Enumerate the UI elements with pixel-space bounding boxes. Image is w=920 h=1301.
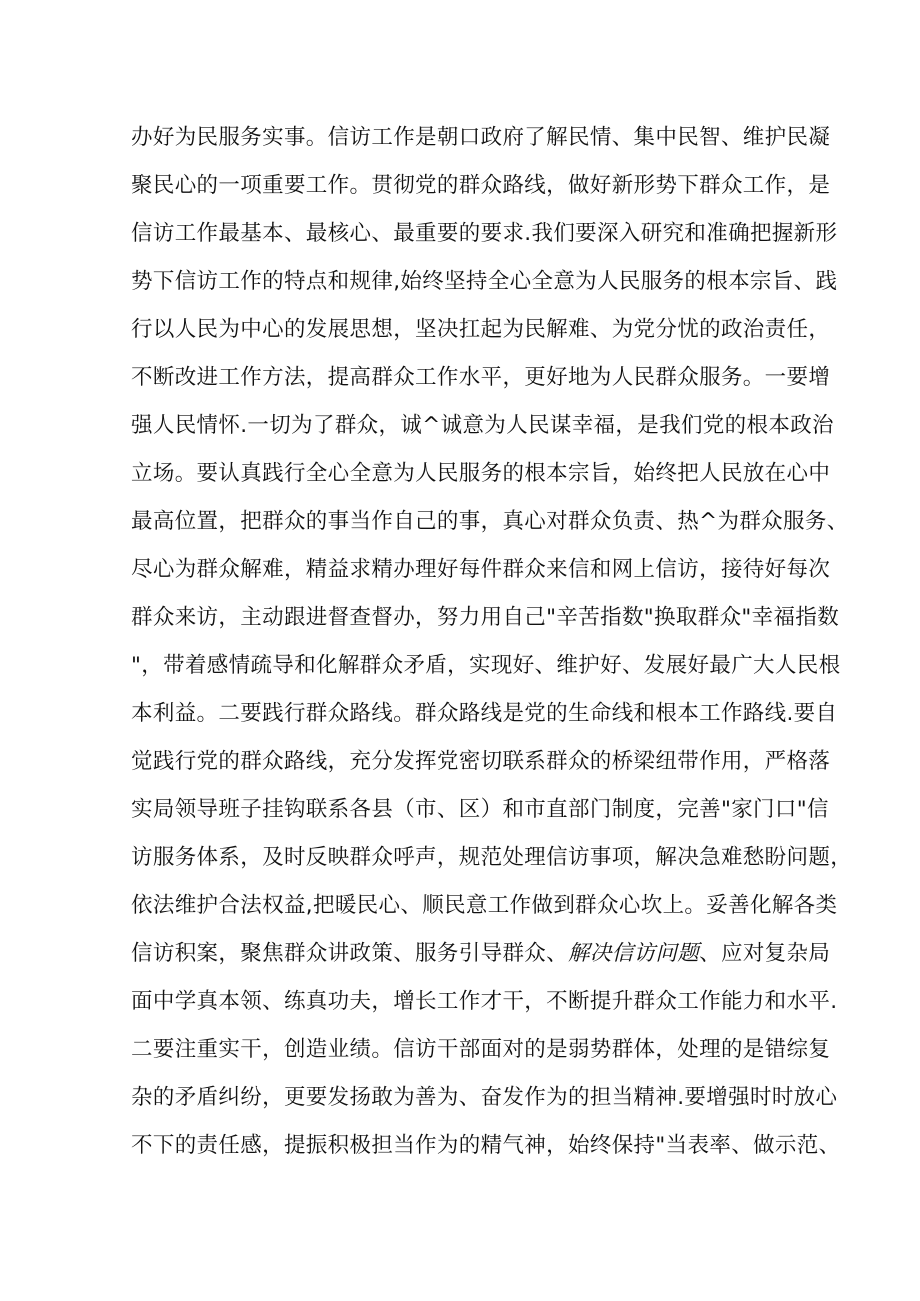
document-body [131, 114, 853, 1170]
text-line: "，带着感情疏导和化解群众矛盾，实现好、维护好、发展好最广大人民根 [131, 653, 841, 678]
text-line: 二要注重实干，创造业绩。信访干部面对的是弱势群体，处理的是错综复 [131, 1037, 831, 1062]
text-line: 面中学真本领、练真功夫，增长工作才干，不断提升群众工作能力和水平. [131, 989, 838, 1014]
text-line: 立场。要认真践行全心全意为人民服务的根本宗旨，始终把人民放在心中 [131, 461, 831, 486]
text-line: 势下信访工作的特点和规律,始终坚持全心全意为人民服务的根本宗旨、践 [131, 269, 838, 294]
text-line: 杂的矛盾纠纷，更要发扬敢为善为、奋发作为的担当精神.要增强时时放心 [131, 1085, 838, 1110]
text-line: 强人民情怀.一切为了群众，诚^诚意为人民谋幸福，是我们党的根本政治 [131, 413, 834, 438]
text-line: 依法维护合法权益,把暖民心、顺民意工作做到群众心坎上。妥善化解各类 [131, 893, 838, 918]
text-line: 不断改进工作方法，提高群众工作水平，更好地为人民群众服务。一要增 [131, 365, 831, 390]
text-line: 觉践行党的群众路线，充分发挥党密切联系群众的桥梁纽带作用，严格落 [131, 749, 831, 774]
text-line: 群众来访，主动跟进督查督办，努力用自己"辛苦指数"换取群众"幸福指数 [131, 605, 840, 630]
text-line: 最高位置，把群众的事当作自己的事，真心对群众负责、热^为群众服务、 [131, 509, 849, 534]
italic-text-segment: 解决信访问题 [568, 941, 700, 966]
text-segment: 信访积案，聚焦群众讲政策、服务引导群众、 [131, 941, 569, 966]
text-line: 实局领导班子挂钩联系各县（市、区）和市直部门制度，完善"家门口"信 [131, 797, 829, 822]
text-segment: 、应对复杂局 [699, 941, 831, 966]
text-line: 聚民心的一项重要工作。贯彻党的群众路线，做好新形势下群众工作，是 [131, 173, 831, 198]
text-line: 行以人民为中心的发展思想，坚决扛起为民解难、为党分忧的政治责任， [131, 317, 831, 342]
text-line: 信访工作最基本、最核心、最重要的要求.我们要深入研究和准确把握新形 [131, 221, 838, 246]
text-line: 不下的责任感，提振积极担当作为的精气神，始终保持"当表率、做示范、 [131, 1133, 841, 1158]
text-line-with-italic [131, 930, 831, 978]
text-line: 尽心为群众解难，精益求精办理好每件群众来信和网上信访，接待好每次 [131, 557, 831, 582]
text-line: 访服务体系，及时反映群众呼声，规范处理信访事项，解决急难愁盼问题， [131, 845, 853, 870]
text-line: 办好为民服务实事。信访工作是朝口政府了解民情、集中民智、维护民凝 [131, 125, 831, 150]
text-line: 本利益。二要践行群众路线。群众路线是党的生命线和根本工作路线.要自 [131, 701, 838, 726]
